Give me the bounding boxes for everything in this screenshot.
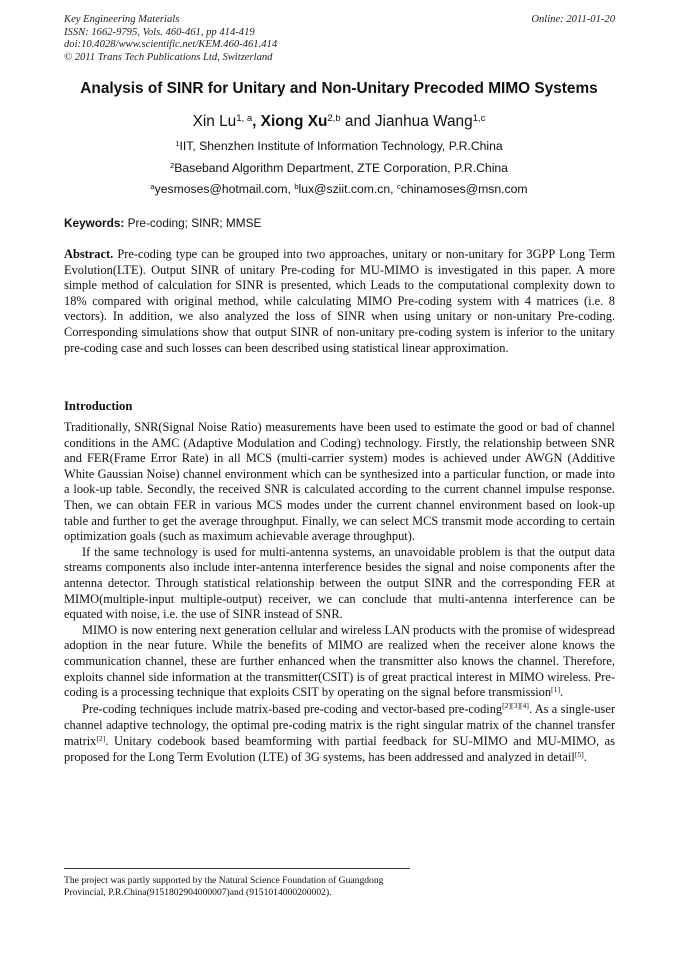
author-superscript: 2,b bbox=[327, 112, 341, 124]
online-date: Online: 2011-01-20 bbox=[531, 14, 615, 25]
author-name: , Xiong Xu bbox=[252, 113, 328, 130]
intro-paragraph-4: Pre-coding techniques include matrix-based pre-coding and vector-based pre-coding[2][3][4]. As a single-user channel adaptive technology, the optimal pre-coding matrix is the right singular matrix of the channel transfer matrix[2]. Unitary codebook based beamforming with partial feedback for SU-MIMO and MU-MIMO, as proposed for the Long Term Evolution (LTE) of 3G systems, has been addressed and analyzed in detail[5]. bbox=[64, 701, 615, 765]
citation-ref[interactable]: [1] bbox=[551, 684, 560, 694]
author-name: Xin Lu bbox=[192, 113, 237, 130]
email-link[interactable]: yesmoses@hotmail.com, bbox=[154, 182, 295, 196]
keywords-text: Pre-coding; SINR; MMSE bbox=[124, 216, 262, 230]
citation-ref[interactable]: [5] bbox=[574, 750, 584, 760]
journal-header bbox=[64, 14, 615, 64]
journal-name: Key Engineering Materials bbox=[64, 14, 180, 25]
section-heading-introduction: Introduction bbox=[64, 399, 133, 413]
affiliation-2: $^2$Baseband Algorithm Department, ZTE Corporation, P.R.China bbox=[170, 160, 508, 175]
abstract-text: Pre-coding type can be grouped into two approaches, unitary or non-unitary for 3GPP Long Term Evolution(LTE). Output SINR of unitary Pre-coding for MU-MIMO is investigated in this paper. A more simple method of calculation for SINR is presented, which Leads to the computational complexity down to 18% compared with original method, while calculating MIMO Pre-coding system with 4 matrices (i.e. 8 vectors). In addition, we also analyzed the loss of SINR when using unitary or non-unitary Pre-coding. Corresponding simulations show that output SINR of non-unitary pre-coding system is inferior to the unitary pre-coding case and such losses can been described using statistical linear approximation. bbox=[64, 247, 615, 355]
intro-paragraph-2: If the same technology is used for multi-antenna systems, an unavoidable problem is that the output data streams components also include inter-antenna interference besides the signal and noise components after the antenna detector. Through statistical relationship between the output SINR and the corresponding FER at MIMO(multiple-input multiple-output) receiver, we can conclude that multi-antenna interference can be equated with noise, i.e. the use of SINR instead of SNR. bbox=[64, 544, 615, 622]
citation-ref[interactable]: [2] bbox=[96, 733, 106, 743]
email-link[interactable]: chinamoses@msn.com bbox=[400, 182, 528, 196]
citation-ref[interactable]: [2][3][4] bbox=[502, 701, 529, 711]
abstract bbox=[64, 247, 615, 356]
footnote-divider bbox=[64, 868, 410, 869]
abstract-label: Abstract. bbox=[64, 247, 114, 261]
funding-footnote: The project was partly supported by the Natural Science Foundation of Guangdong Provincial, P.R.China(9151802904000007)and (9151014000200002). bbox=[64, 875, 384, 899]
keywords bbox=[64, 216, 615, 230]
issn-line: ISSN: 1662-9795, Vols. 460-461, pp 414-419 bbox=[64, 26, 255, 38]
doi-line: doi:10.4028/www.scientific.net/KEM.460-461.414 bbox=[64, 39, 278, 50]
copyright-line: © 2011 Trans Tech Publications Ltd, Switzerland bbox=[64, 51, 273, 63]
author-superscript: 1, a bbox=[236, 112, 253, 124]
affiliation-1: $^1$IIT, Shenzhen Institute of Information Technology, P.R.China bbox=[175, 138, 503, 153]
author-superscript: 1,c bbox=[472, 112, 486, 124]
email-link[interactable]: lux@sziit.com.cn, bbox=[298, 182, 397, 196]
intro-paragraph-1: Traditionally, SNR(Signal Noise Ratio) measurements have been used to estimate the good or bad of channel conditions in the AMC (Adaptive Modulation and Coding) technology. Firstly, the relationship between SNR and FER(Frame Error Rate) in all MCS (multi-carrier system) modes is achieved under AWGN (Additive White Gaussian Noise) channel environment which can be synthesized into a particular function, or made into a look-up table. Secondly, the received SNR is calculated according to the current channel impulse response. Then, we can obtain FER in various MCS modes under the current channel environment based on look-up table and further to get the average throughput. Finally, we can select MCS transmit mode according to certain optimization goals (such as maximum achievable average throughput). bbox=[64, 420, 615, 544]
paper-title: Analysis of SINR for Unitary and Non-Unitary Precoded MIMO Systems bbox=[80, 80, 598, 97]
author-list bbox=[40, 113, 638, 131]
intro-paragraph-3: MIMO is now entering next generation cellular and wireless LAN products with the promise of widespread adoption in the near future. While the benefits of MIMO are realized when the receiver alone knows the communication channel, these are further enhanced when the transmitter also knows the channel. Therefore, exploits channel side information at the transmitter(CSIT) is of great practical interest in MIMO wireless. Pre-coding is a processing technique that exploits CSIT by operating on the signal before transmission[1]. bbox=[64, 622, 616, 700]
author-emails: $^a$yesmoses@hotmail.com, $^b$lux@sziit.com.cn, $^c$chinamoses@msn.com bbox=[150, 181, 528, 196]
keywords-label: Keywords: bbox=[64, 216, 125, 230]
introduction-body bbox=[64, 420, 615, 767]
author-name: and Jianhua Wang bbox=[340, 113, 473, 130]
